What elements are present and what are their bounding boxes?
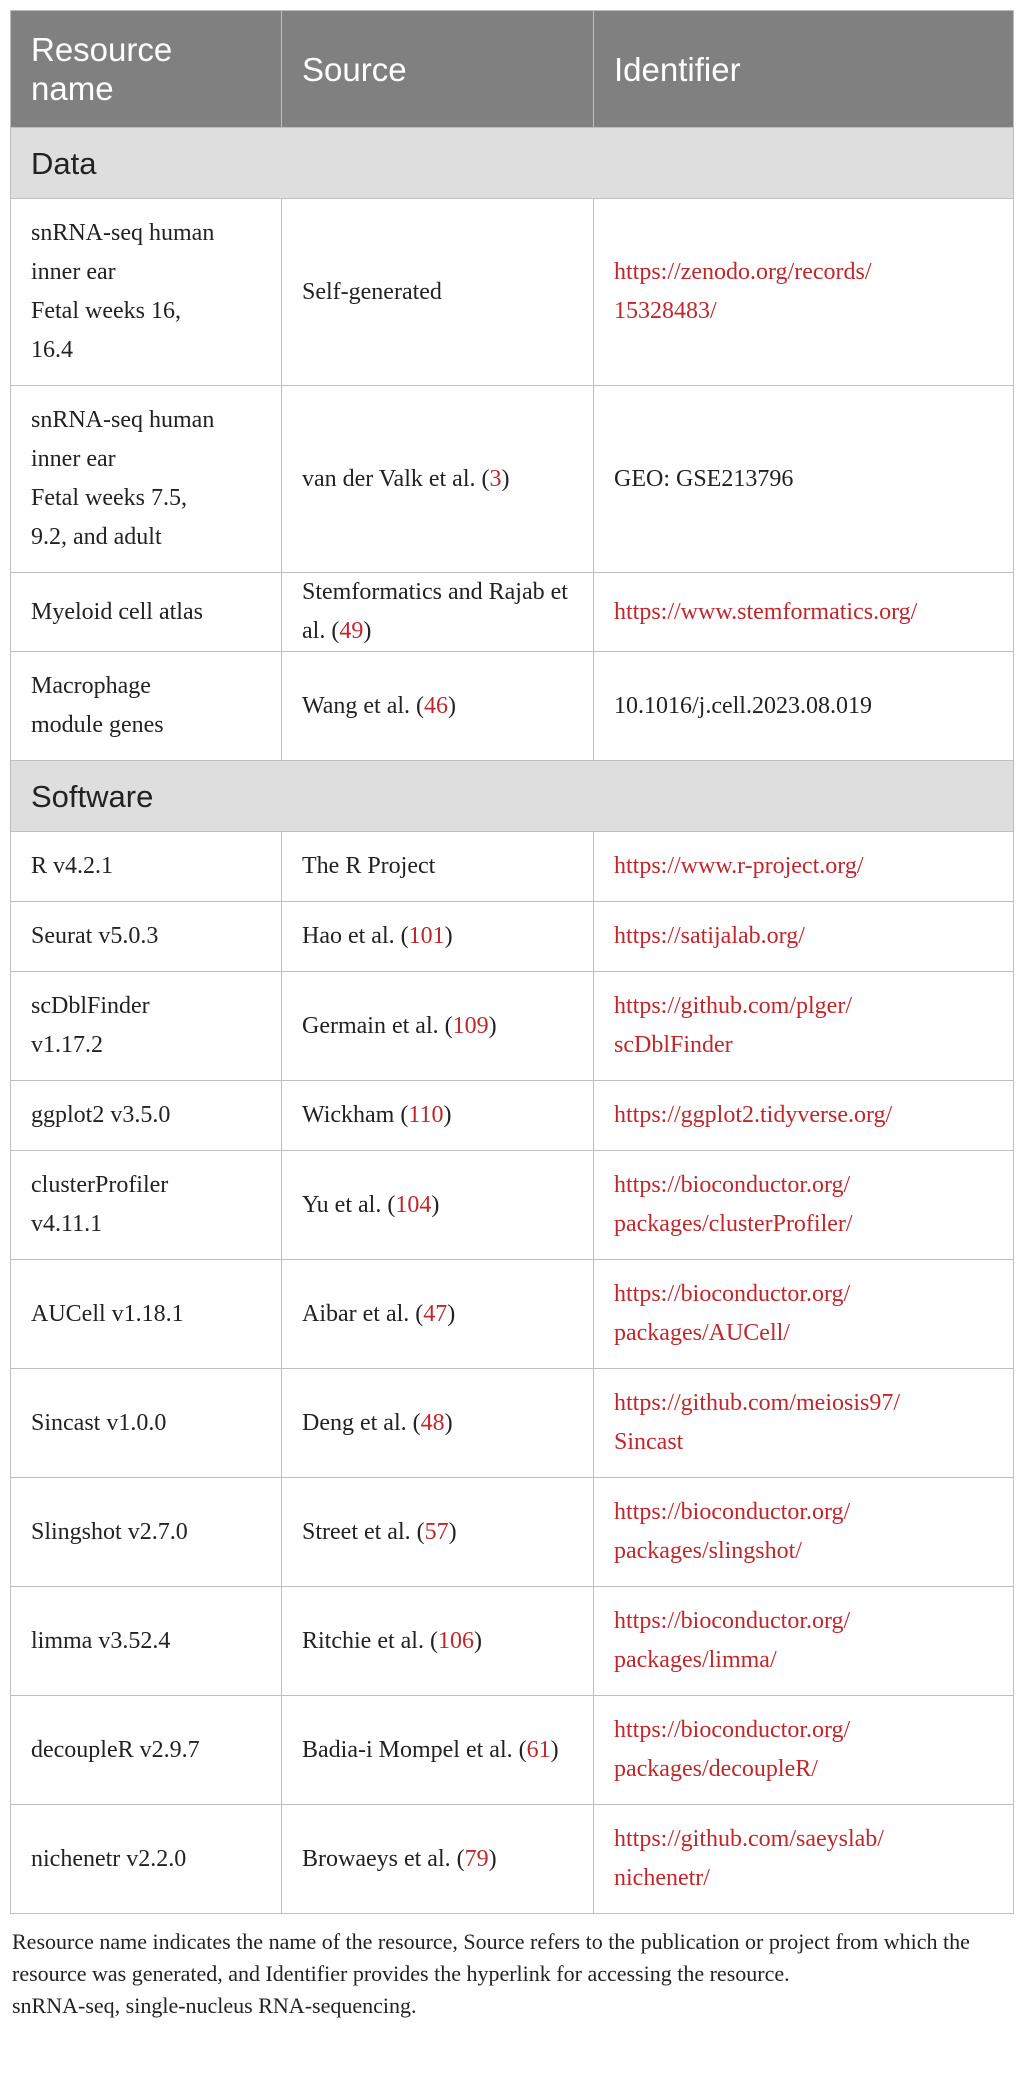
resource-name-cell <box>11 199 282 386</box>
identifier-link[interactable]: nichenetr/ <box>614 1865 710 1891</box>
table-body <box>11 128 1014 1914</box>
identifier-link[interactable]: https://zenodo.org/records/ <box>614 259 872 285</box>
table-header-row <box>11 11 1014 128</box>
source-cell: Wang et al. (46) <box>282 652 594 761</box>
table-row <box>11 902 1014 972</box>
source-cell: Stemformatics and Rajab et al. (49) <box>282 573 594 652</box>
identifier-cell <box>594 1805 1014 1914</box>
resource-table <box>10 10 1014 1914</box>
source-cell: Deng et al. (48) <box>282 1369 594 1478</box>
resource-name-line: Fetal weeks 16, <box>31 298 181 324</box>
identifier-link[interactable]: https://ggplot2.tidyverse.org/ <box>614 1102 893 1128</box>
reference-link[interactable]: 46 <box>424 692 449 719</box>
resource-name-line: clusterProfiler <box>31 1172 169 1198</box>
identifier-text: 10.1016/j.cell.2023.08.019 <box>614 692 872 719</box>
resource-name-cell <box>11 832 282 902</box>
resource-name-cell <box>11 972 282 1081</box>
identifier-cell <box>594 1696 1014 1805</box>
source-text: Wang et al. <box>302 692 411 719</box>
resource-name-line: ggplot2 v3.5.0 <box>31 1102 171 1128</box>
identifier-cell <box>594 1151 1014 1260</box>
resource-name-line: Seurat v5.0.3 <box>31 923 159 949</box>
resource-name-cell <box>11 902 282 972</box>
source-text: Browaeys et al. <box>302 1845 451 1872</box>
table-row <box>11 1260 1014 1369</box>
section-title: Software <box>11 761 1014 832</box>
resource-name-line: snRNA-seq human <box>31 220 215 246</box>
reference-link[interactable]: 3 <box>489 465 502 492</box>
source-text: Badia-i Mompel et al. <box>302 1736 513 1763</box>
reference-link[interactable]: 101 <box>408 923 445 949</box>
resource-name-cell <box>11 386 282 573</box>
source-text: Street et al. <box>302 1518 411 1545</box>
table-row <box>11 199 1014 386</box>
resource-name-cell <box>11 1081 282 1151</box>
source-cell: Germain et al. (109) <box>282 972 594 1081</box>
source-text: Yu et al. <box>302 1191 382 1218</box>
section-row <box>11 128 1014 199</box>
resource-name-line: AUCell v1.18.1 <box>31 1300 184 1327</box>
identifier-cell <box>594 972 1014 1081</box>
identifier-cell <box>594 1369 1014 1478</box>
table-row <box>11 1369 1014 1478</box>
table-row <box>11 1478 1014 1587</box>
footnote-explanation: Resource name indicates the name of the resource, Source refers to the publication or project from which the resource was generated, and Identifier provides the hyperlink for accessing the resource. <box>12 1929 970 1986</box>
source-cell: Aibar et al. (47) <box>282 1260 594 1369</box>
resource-name-cell <box>11 1478 282 1587</box>
section-row <box>11 761 1014 832</box>
identifier-link[interactable]: scDblFinder <box>614 1032 733 1058</box>
identifier-cell <box>594 652 1014 761</box>
reference-link[interactable]: 57 <box>424 1518 449 1545</box>
reference-link[interactable]: 48 <box>420 1409 445 1436</box>
identifier-link[interactable]: https://bioconductor.org/ <box>614 1499 851 1525</box>
identifier-cell <box>594 573 1014 652</box>
resource-name-cell <box>11 573 282 652</box>
identifier-link[interactable]: Sincast <box>614 1429 684 1455</box>
source-cell: Wickham (110) <box>282 1081 594 1151</box>
identifier-link[interactable]: packages/limma/ <box>614 1647 777 1673</box>
reference-link[interactable]: 110 <box>408 1102 444 1128</box>
source-cell: Yu et al. (104) <box>282 1151 594 1260</box>
identifier-link[interactable]: https://www.stemformatics.org/ <box>614 598 918 625</box>
identifier-link[interactable]: https://github.com/plger/ <box>614 993 852 1019</box>
identifier-cell <box>594 1587 1014 1696</box>
source-cell: Hao et al. (101) <box>282 902 594 972</box>
resource-name-cell <box>11 1805 282 1914</box>
header-identifier: Identifier <box>594 11 1014 128</box>
table-row <box>11 832 1014 902</box>
source-text: Aibar et al. <box>302 1300 410 1327</box>
identifier-link[interactable]: packages/decoupleR/ <box>614 1756 818 1782</box>
resource-name-line: snRNA-seq human <box>31 407 215 433</box>
source-cell: Browaeys et al. (79) <box>282 1805 594 1914</box>
reference-link[interactable]: 104 <box>395 1191 432 1218</box>
resource-name-line: inner ear <box>31 446 116 472</box>
identifier-link[interactable]: https://www.r-project.org/ <box>614 853 864 879</box>
resource-name-cell <box>11 1260 282 1369</box>
source-text: Ritchie et al. <box>302 1627 424 1654</box>
reference-link[interactable]: 106 <box>437 1627 474 1654</box>
resource-name-cell <box>11 1369 282 1478</box>
resource-name-line: Sincast v1.0.0 <box>31 1409 167 1436</box>
table-row <box>11 1081 1014 1151</box>
footnote-abbreviation: snRNA-seq, single-nucleus RNA-sequencing. <box>12 1993 417 2018</box>
identifier-cell <box>594 386 1014 573</box>
source-cell: van der Valk et al. (3) <box>282 386 594 573</box>
source-cell <box>282 832 594 902</box>
source-text: The R Project <box>302 853 436 879</box>
table-row <box>11 1587 1014 1696</box>
identifier-text: GEO: GSE213796 <box>614 465 794 492</box>
source-text: Self-generated <box>302 278 442 305</box>
table-row <box>11 1696 1014 1805</box>
resource-name-line: 16.4 <box>31 337 73 363</box>
identifier-cell <box>594 1260 1014 1369</box>
reference-link[interactable]: 47 <box>423 1300 448 1327</box>
resource-name-cell <box>11 1151 282 1260</box>
source-cell: Street et al. (57) <box>282 1478 594 1587</box>
reference-link[interactable]: 61 <box>526 1736 551 1763</box>
identifier-link[interactable]: packages/slingshot/ <box>614 1538 802 1564</box>
header-source: Source <box>282 11 594 128</box>
table-row <box>11 386 1014 573</box>
identifier-link[interactable]: https://github.com/saeyslab/ <box>614 1826 884 1852</box>
table-footnotes <box>10 1926 1013 2022</box>
resource-name-line: v1.17.2 <box>31 1032 103 1058</box>
identifier-link[interactable]: https://bioconductor.org/ <box>614 1281 851 1307</box>
table-row <box>11 652 1014 761</box>
section-title: Data <box>11 128 1014 199</box>
reference-link[interactable]: 79 <box>464 1845 489 1872</box>
table-row <box>11 573 1014 652</box>
source-cell: Ritchie et al. (106) <box>282 1587 594 1696</box>
identifier-link[interactable]: https://bioconductor.org/ <box>614 1608 851 1634</box>
identifier-cell <box>594 832 1014 902</box>
source-text: Wickham <box>302 1102 395 1128</box>
identifier-cell <box>594 1478 1014 1587</box>
identifier-link[interactable]: https://bioconductor.org/ <box>614 1717 851 1743</box>
source-cell: Badia-i Mompel et al. (61) <box>282 1696 594 1805</box>
identifier-link[interactable]: https://satijalab.org/ <box>614 923 805 949</box>
identifier-cell <box>594 902 1014 972</box>
resource-name-line: v4.11.1 <box>31 1211 103 1237</box>
resource-name-line: limma v3.52.4 <box>31 1627 171 1654</box>
resource-name-line: Myeloid cell atlas <box>31 598 203 625</box>
resource-name-line: inner ear <box>31 259 116 285</box>
resource-name-cell <box>11 1696 282 1805</box>
resource-name-line: Fetal weeks 7.5, <box>31 485 187 511</box>
reference-link[interactable]: 49 <box>339 618 364 644</box>
resource-name-line: decoupleR v2.9.7 <box>31 1736 200 1763</box>
table-row <box>11 1805 1014 1914</box>
header-resource-name: Resource name <box>11 11 282 128</box>
identifier-link[interactable]: 15328483/ <box>614 298 717 324</box>
identifier-link[interactable]: packages/clusterProfiler/ <box>614 1211 853 1237</box>
reference-link[interactable]: 109 <box>452 1012 489 1039</box>
identifier-link[interactable]: https://github.com/meiosis97/ <box>614 1390 901 1416</box>
source-text: Deng et al. <box>302 1409 407 1436</box>
resource-name-line: R v4.2.1 <box>31 853 114 879</box>
resource-name-cell <box>11 652 282 761</box>
identifier-cell <box>594 199 1014 386</box>
table-row <box>11 1151 1014 1260</box>
source-text: Stemformatics and Rajab et al. <box>302 579 568 644</box>
identifier-link[interactable]: packages/AUCell/ <box>614 1320 790 1346</box>
identifier-cell <box>594 1081 1014 1151</box>
resource-name-cell <box>11 1587 282 1696</box>
resource-name-line: Slingshot v2.7.0 <box>31 1518 188 1545</box>
resource-name-line: module genes <box>31 712 164 738</box>
resource-name-line: Macrophage <box>31 673 151 699</box>
source-text: van der Valk et al. <box>302 465 476 492</box>
resource-table-container <box>10 10 1013 2022</box>
source-text: Hao et al. <box>302 923 395 949</box>
resource-name-line: nichenetr v2.2.0 <box>31 1845 187 1872</box>
source-cell <box>282 199 594 386</box>
source-text: Germain et al. <box>302 1012 439 1039</box>
identifier-link[interactable]: https://bioconductor.org/ <box>614 1172 851 1198</box>
table-row <box>11 972 1014 1081</box>
resource-name-line: scDblFinder <box>31 993 150 1019</box>
resource-name-line: 9.2, and adult <box>31 524 162 550</box>
